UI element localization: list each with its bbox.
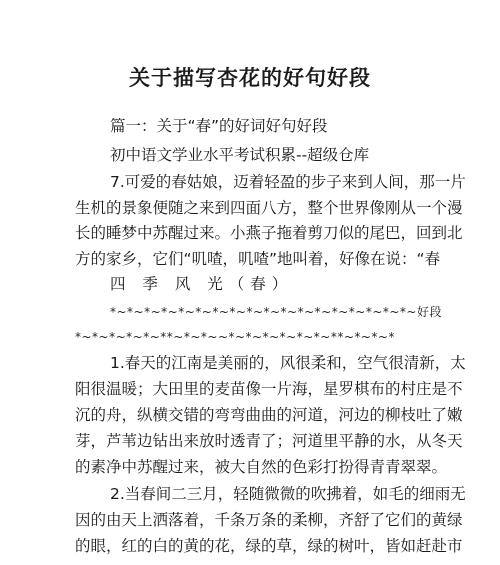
paragraph-line: 2.当春间二三月，轻随微微的吹拂着，如毛的细雨无: [110, 485, 466, 503]
paragraph-line: 芽，芦苇边钻出来放时透青了；河道里平静的水，从冬天: [75, 432, 463, 450]
paragraph-line: 7.可爱的春姑娘，迈着轻盈的步子来到人间，那一片: [110, 173, 466, 191]
paragraph-line: 沉的舟，纵横交错的弯弯曲曲的河道，河边的柳枝吐了嫩: [75, 406, 463, 424]
subtitle-line: 初中语文学业水平考试积累--超级仓库: [110, 146, 370, 164]
decorative-separator: *~*~*~*~*~*~*~*~*~*~*~*~*~*~*~*~*~*~好段: [110, 305, 442, 319]
document-title: 关于描写杏花的好句好段: [129, 66, 371, 90]
paragraph-line: 生机的景象便随之来到四面八方，整个世界像刚从一个漫: [75, 199, 463, 217]
paragraph-line: 的素净中苏醒过来，被大自然的色彩打扮得青青翠翠。: [75, 458, 448, 476]
paragraph-line: 的眼，红的白的黄的花，绿的草，绿的树叶，皆如赶赴市: [75, 537, 463, 555]
decorative-separator: *~*~*~*~*~**~*~*~~*~*~*~*~*~*~**~*~*~*: [75, 330, 395, 344]
paragraph-line: 长的睡梦中苏醒过来。小燕子拖着剪刀似的尾巴，回到北: [75, 224, 463, 242]
section-heading: 篇一：关于“春”的好词好句好段: [110, 117, 328, 135]
season-heading: 四 季 风 光（春）: [110, 275, 294, 293]
paragraph-line: 阳很温暖；大田里的麦苗像一片海，星罗棋布的村庄是不: [75, 380, 463, 398]
paragraph-line: 方的家乡，它们“叽喳，叽喳”地叫着，好像在说：“春: [75, 250, 441, 268]
paragraph-line: 因的由天上洒落着，千条万条的柔柳，齐舒了它们的黄绿: [75, 511, 463, 529]
paragraph-line: 1.春天的江南是美丽的，风很柔和，空气很清新，太: [110, 354, 466, 372]
